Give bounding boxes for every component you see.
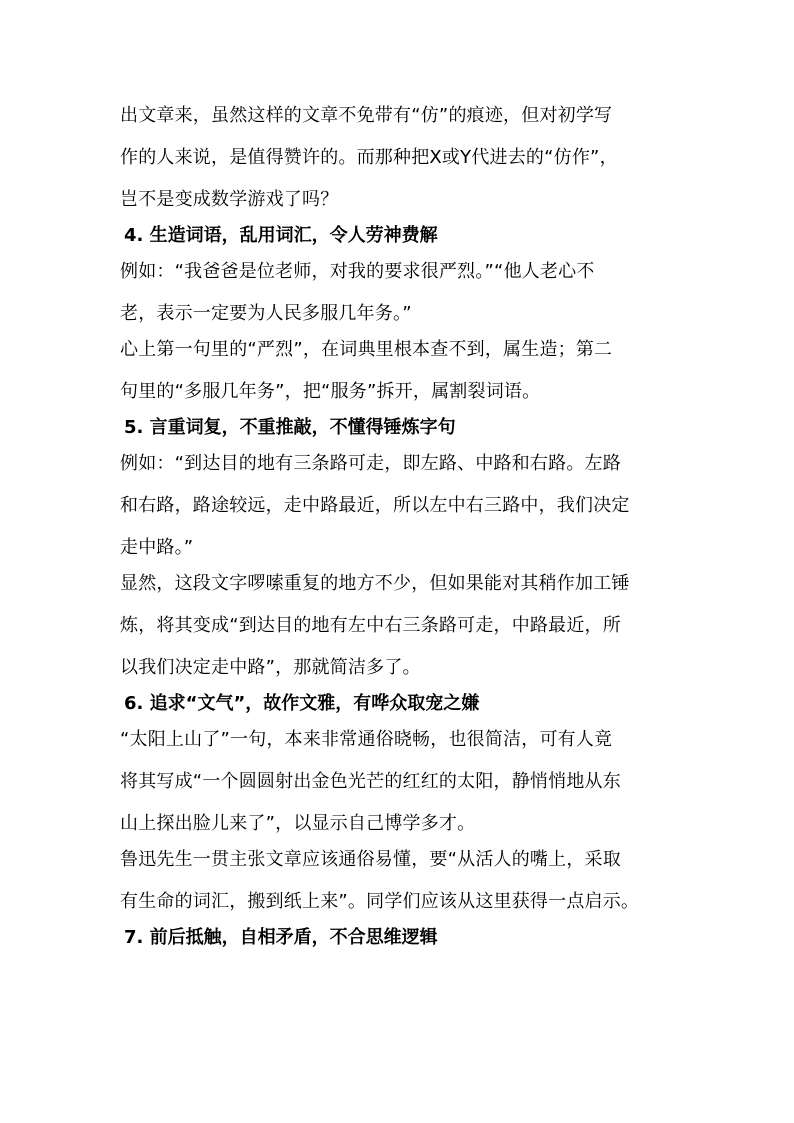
body-text-line: 句里的“多服几年务”，把“服务”拆开，属割裂词语。 <box>120 381 541 402</box>
body-text-line: 山上探出脸儿来了”，以显示自己博学多才。 <box>120 813 476 834</box>
body-text-line: 和右路，路途较远，走中路最近，所以左中右三路中，我们决定 <box>120 495 630 516</box>
body-text-line: 老，表示一定要为人民多服几年务。” <box>120 303 412 324</box>
body-text-line: 走中路。” <box>120 537 194 558</box>
body-text-line: 岂不是变成数学游戏了吗？ <box>120 189 339 210</box>
body-text-line: 作的人来说，是值得赞许的。而那种把X或Y代进去的“仿作”， <box>120 147 618 168</box>
document-body <box>120 100 680 958</box>
body-text-line: 鲁迅先生一贯主张文章应该通俗易懂，要“从活人的嘴上，采取 <box>120 849 621 870</box>
section-heading-4: 4. 生造词语，乱用词汇，令人劳神费解 <box>124 225 438 246</box>
body-text-line: 心上第一句里的“严烈”，在词典里根本查不到，属生造；第二 <box>120 339 613 360</box>
body-text-line: 例如：“到达目的地有三条路可走，即左路、中路和右路。左路 <box>120 453 621 474</box>
body-text-line: 以我们决定走中路”，那就简洁多了。 <box>120 657 421 678</box>
section-heading-5: 5. 言重词复，不重推敲，不懂得锤炼字句 <box>124 417 456 438</box>
body-text-line: 有生命的词汇，搬到纸上来”。同学们应该从这里获得一点启示。 <box>120 891 640 912</box>
body-text-line: 显然，这段文字啰嗦重复的地方不少，但如果能对其稍作加工锤 <box>120 573 630 594</box>
body-text-line: 例如：“我爸爸是位老师，对我的要求很严烈。”“他人老心不 <box>120 261 595 282</box>
section-heading-6: 6. 追求“文气”，故作文雅，有哗众取宠之嫌 <box>124 693 480 714</box>
body-text-line: 出文章来，虽然这样的文章不免带有“仿”的痕迹，但对初学写 <box>120 105 613 126</box>
body-text-line: 将其写成“一个圆圆射出金色光芒的红红的太阳，静悄悄地从东 <box>120 771 621 792</box>
body-text-line: 炼，将其变成“到达目的地有左中右三条路可走，中路最近，所 <box>120 615 621 636</box>
body-text-line: “太阳上山了”一句，本来非常通俗晓畅，也很简洁，可有人竟 <box>120 729 613 750</box>
section-heading-7: 7. 前后抵触，自相矛盾，不合思维逻辑 <box>124 927 438 948</box>
